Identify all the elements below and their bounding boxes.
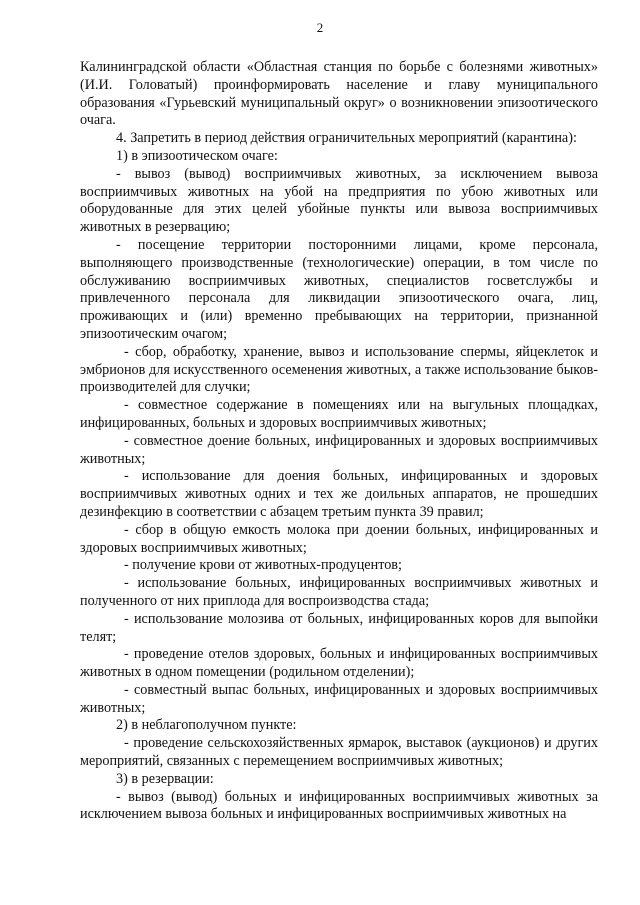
paragraph: - совместное содержание в помещениях или на выгульных площадках, инфицированных, больных и здоровых восприимчивых животных; bbox=[80, 397, 598, 431]
paragraph: - проведение сельскохозяйственных ярмарок, выставок (аукционов) и других мероприятий, связанных с перемещением восприимчивых животных; bbox=[80, 735, 598, 770]
paragraph: - вывоз (вывод) восприимчивых животных, за исключением вывоза восприимчивых животных на убой на предприятия по убою животных или оборудованные для этих целей убойные пункты или вывоза восприимчивых животных в резервацию; bbox=[80, 165, 598, 236]
paragraph: 3) в резервации: bbox=[116, 770, 214, 787]
paragraph: - проведение отелов здоровых, больных и инфицированных восприимчивых животных в одном помещении (родильном отделении); bbox=[80, 646, 598, 681]
paragraph: - использование больных, инфицированных восприимчивых животных и полученного от них приплода для воспроизводства стада; bbox=[80, 575, 598, 609]
paragraph: - получение крови от животных-продуцентов; bbox=[124, 557, 402, 574]
document-body bbox=[80, 59, 598, 824]
paragraph: Калининградской области «Областная станция по борьбе с болезнями животных» (И.И. Головатый) проинформировать население и главу муниципального образования «Гурьевский муниципальный округ» о возникновении эпизоотического очага. bbox=[80, 59, 598, 129]
paragraph: 4. Запретить в период действия ограничительных мероприятий (карантина): bbox=[116, 130, 577, 147]
paragraph: - посещение территории посторонними лицами, кроме персонала, выполняющего производственные (технологические) операции, в том числе по обслуживанию восприимчивых животных, специалистов госветслужбы и привлеченного персонала для ликвидации эпизоотического очага, лиц, проживающих и (или) временно пребывающих на территории, признанной эпизоотическим очагом; bbox=[80, 236, 598, 342]
paragraph: - сбор, обработку, хранение, вывоз и использование спермы, яйцеклеток и эмбрионов для искусственного осеменения животных, а также использование быков-производителей для случки; bbox=[80, 343, 598, 396]
paragraph: 1) в эпизоотическом очаге: bbox=[116, 147, 278, 164]
paragraph: - сбор в общую емкость молока при доении больных, инфицированных и здоровых восприимчивых животных; bbox=[80, 521, 598, 556]
paragraph: - использование молозива от больных, инфицированных коров для выпойки телят; bbox=[80, 610, 598, 645]
paragraph: - совместный выпас больных, инфицированных и здоровых восприимчивых животных; bbox=[80, 681, 598, 716]
page-number: 2 bbox=[316, 20, 324, 35]
paragraph: - совместное доение больных, инфицированных и здоровых восприимчивых животных; bbox=[80, 432, 598, 467]
paragraph: - использование для доения больных, инфицированных и здоровых восприимчивых животных одних и тех же доильных аппаратов, не прошедших дезинфекцию в соответствии с абзацем третьим пункта 39 правил; bbox=[80, 468, 598, 520]
paragraph: 2) в неблагополучном пункте: bbox=[116, 717, 297, 734]
paragraph: - вывоз (вывод) больных и инфицированных восприимчивых животных за исключением вывоза больных и инфицированных восприимчивых животных на bbox=[80, 788, 598, 823]
